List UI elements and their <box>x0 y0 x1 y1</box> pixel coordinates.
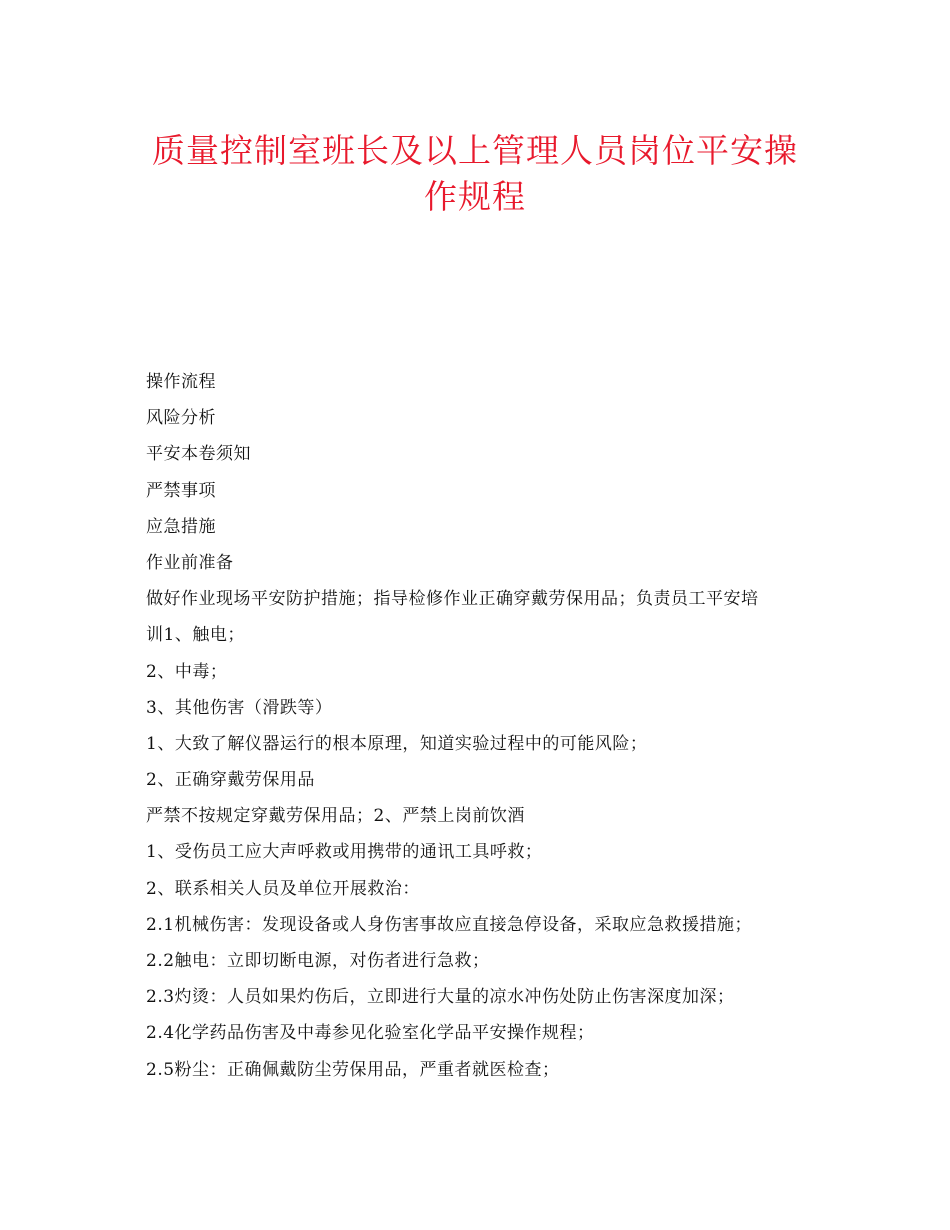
body-line: 作业前准备 <box>146 552 234 573</box>
body-line: 1、受伤员工应大声呼救或用携带的通讯工具呼救； <box>146 842 543 863</box>
body-line: 严禁事项 <box>146 480 216 501</box>
body-line: 1、大致了解仪器运行的根本原理，知道实验过程中的可能风险； <box>146 733 648 754</box>
body-line: 2.2触电：立即切断电源，对伤者进行急救； <box>146 951 490 971</box>
document-title: 质量控制室班长及以上管理人员岗位平安操作规程 <box>152 131 798 216</box>
body-line: 风险分析 <box>146 408 216 429</box>
body-line: 操作流程 <box>146 372 216 392</box>
body-line: 2.1机械伤害：发现设备或人身伤害事故应直接急停设备，采取应急救援措施； <box>146 914 753 935</box>
body-line: 做好作业现场平安防护措施；指导检修作业正确穿戴劳保用品；负责员工平安培 <box>146 589 759 610</box>
document-body <box>146 364 826 1088</box>
body-line: 2、正确穿戴劳保用品 <box>146 770 315 791</box>
body-line: 2、联系相关人员及单位开展救治： <box>146 878 420 899</box>
body-line: 3、其他伤害（滑跌等） <box>146 697 333 718</box>
body-line: 平安本卷须知 <box>146 444 251 465</box>
body-line: 训1、触电； <box>146 625 245 646</box>
body-line: 2、中毒； <box>146 661 228 682</box>
body-line: 2.3灼烫：人员如果灼伤后，立即进行大量的凉水冲伤处防止伤害深度加深； <box>146 987 735 1008</box>
body-line: 2.5粉尘：正确佩戴防尘劳保用品，严重者就医检查； <box>146 1059 560 1080</box>
body-line: 严禁不按规定穿戴劳保用品；2、严禁上岗前饮酒 <box>146 806 525 827</box>
body-line: 2.4化学药品伤害及中毒参见化验室化学品平安操作规程； <box>146 1023 595 1044</box>
body-line: 应急措施 <box>146 516 216 537</box>
